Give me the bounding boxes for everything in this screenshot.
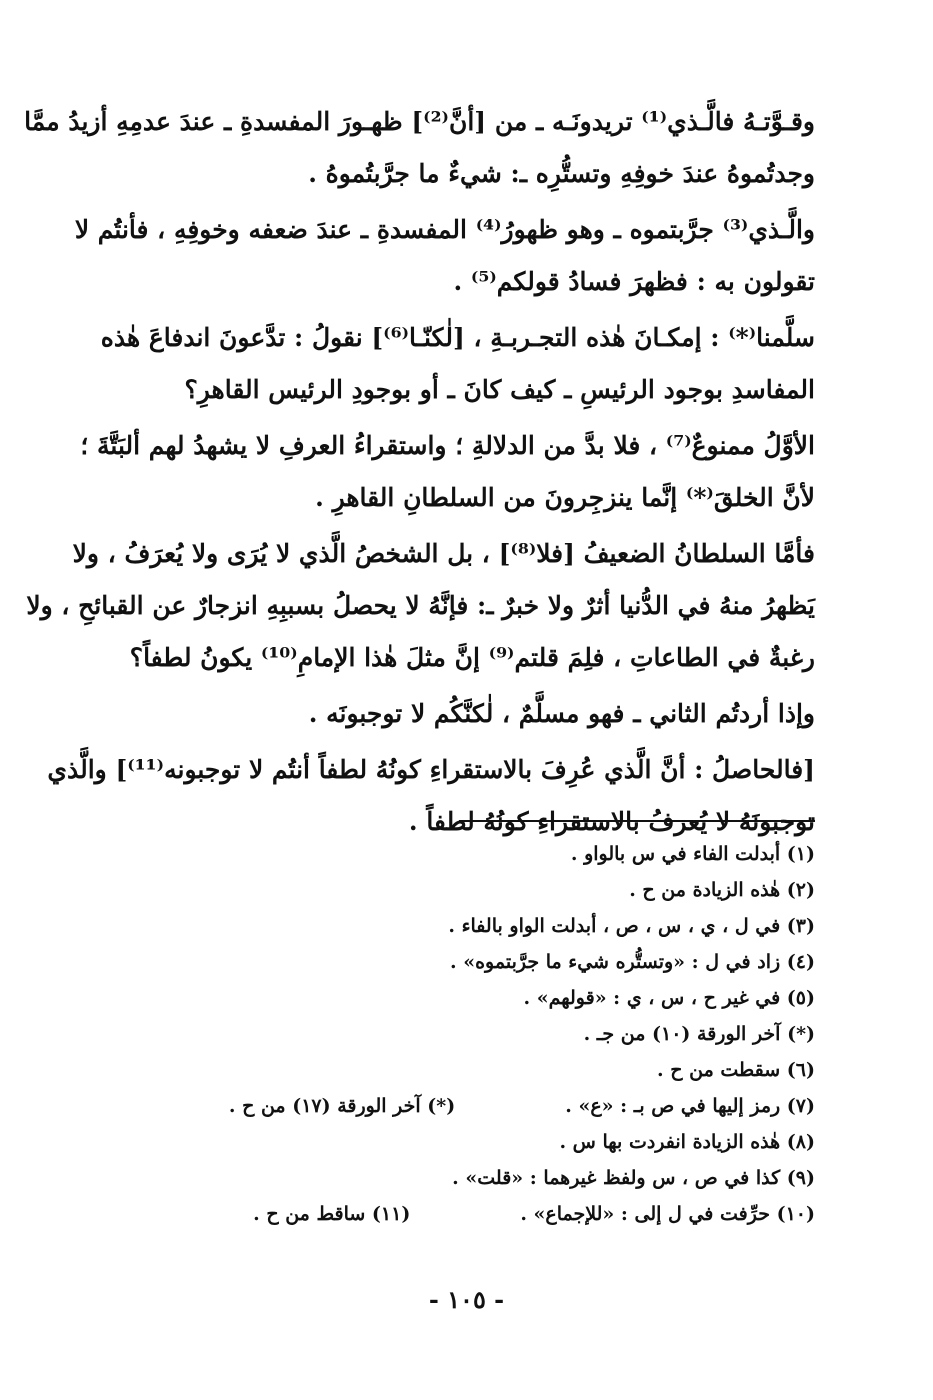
footnote-row bbox=[115, 1124, 815, 1160]
text-line: لأنَّ الخلقَ⁽*⁾ إنَّما ينزجِرونَ من السلطانِ القاهرِ . bbox=[315, 483, 815, 512]
footnote: (٦) سقطت من ح . bbox=[657, 1059, 815, 1081]
footnote: (٨) هٰذه الزيادة انفردت بها س . bbox=[559, 1131, 815, 1153]
text-line: سلَّمنا⁽*⁾ : إمكـانَ هٰذه التجـربـةِ ، [لٰكنّـا⁽⁶⁾] نقولُ : تدَّعونَ اندفاعَ هٰذه bbox=[100, 323, 815, 352]
text-line: رغبةٌ في الطاعاتِ ، فلِمَ قلتم⁽⁹⁾ إنَّ مثلَ هٰذا الإمامِ⁽¹⁰⁾ يكونُ لطفاً؟ bbox=[129, 643, 815, 672]
footnote: (٩) كذا في ص ، س ولفظ غيرهما : «قلت» . bbox=[452, 1167, 815, 1189]
text-line: الأوَّلُ ممنوعٌ⁽⁷⁾ ، فلا بدَّ من الدلالةِ ؛ واستقراءُ العرفِ لا يشهدُ لهم ألبَتَّةَ ؛ bbox=[80, 431, 815, 460]
footnote-row bbox=[115, 1088, 815, 1124]
footnote: (١٠) حرِّفت في ل إلى : «للإجماع» . bbox=[520, 1203, 815, 1225]
footnote-row bbox=[115, 1196, 815, 1232]
footnote-row bbox=[115, 872, 815, 908]
footnote-row bbox=[115, 1052, 815, 1088]
footnote: (٣) في ل ، ي ، س ، ص ، أبدلت الواو بالفاء . bbox=[448, 915, 815, 937]
page-number: - ١٠٥ - bbox=[428, 1285, 505, 1314]
footnote-row bbox=[115, 980, 815, 1016]
footnote: (٢) هٰذه الزيادة من ح . bbox=[629, 879, 815, 901]
footnote-row bbox=[115, 944, 815, 980]
footnote: (١١) ساقط من ح . bbox=[253, 1203, 411, 1225]
footnote: (٥) في غير ح ، س ، ي : «قولهم» . bbox=[523, 987, 815, 1009]
footnote-row bbox=[115, 1016, 815, 1052]
footnote: (*) آخر الورقة (١٠) من جـ . bbox=[583, 1023, 815, 1045]
text-line: المفاسدِ بوجود الرئيسِ ـ كيف كانَ ـ أو بوجودِ الرئيس القاهرِ؟ bbox=[184, 375, 815, 404]
footnote-row bbox=[115, 908, 815, 944]
footnote: (٧) رمز إليها في ص بـ : «ع» . bbox=[565, 1095, 815, 1117]
text-line: والَّـذي⁽³⁾ جرَّبتموه ـ وهو ظهورُ⁽⁴⁾ المفسدةِ ـ عندَ ضعفه وخوفِهِ ، فأنتُم لا bbox=[74, 215, 815, 244]
text-line: وإذا أردتُم الثاني ـ فهو مسلَّمٌ ، لٰكنَّكُم لا توجبونَه . bbox=[308, 699, 815, 728]
text-line: وقـوَّتـهُ فالَّـذي⁽¹⁾ تريدونَـه ـ من [أنَّ⁽²⁾] ظهـورَ المفسدةِ ـ عندَ عدمِهِ أزيدُ ممَّا bbox=[24, 107, 815, 136]
footnotes bbox=[115, 836, 815, 1232]
footnote: (١) أبدلت الفاء في س بالواو . bbox=[570, 843, 815, 865]
text-line: وجدتُموهُ عندَ خوفِهِ وتستُّرِه ـ: شيءٌ ما جرَّبتُموهُ . bbox=[308, 159, 815, 188]
text-line: تقولون به : فظهرَ فسادُ قولكم⁽⁵⁾ . bbox=[453, 267, 815, 296]
text-line: فأمَّا السلطانُ الضعيفُ [فلا⁽⁸⁾] ، بل الشخصُ الَّذي لا يُرَى ولا يُعرَفُ ، ولا bbox=[72, 539, 815, 568]
text-line: [فالحاصلُ : أنَّ الَّذي عُرِفَ بالاستقراءِ كونُهُ لطفاً أنتُم لا توجبونه⁽¹¹⁾] والَّذي bbox=[47, 755, 815, 784]
text-line: توجبونَهُ لا يُعرفُ بالاستقراءِ كونُهُ لطفاً . bbox=[408, 807, 815, 836]
footnote-row bbox=[115, 1160, 815, 1196]
footnote-divider bbox=[459, 820, 815, 822]
footnote: (*) آخر الورقة (١٧) من ح . bbox=[228, 1095, 456, 1117]
text-line: يَظهرُ منهُ في الدُّنيا أثرٌ ولا خبرٌ ـ: فإنَّهُ لا يحصلُ بسببِهِ انزجارٌ عن القبائحِ ، ولا bbox=[26, 591, 815, 620]
footnote: (٤) زاد في ل : «وتستُّره شيء ما جرَّبتموه» . bbox=[449, 951, 815, 973]
main-text bbox=[24, 96, 815, 848]
footnote-row bbox=[115, 836, 815, 872]
